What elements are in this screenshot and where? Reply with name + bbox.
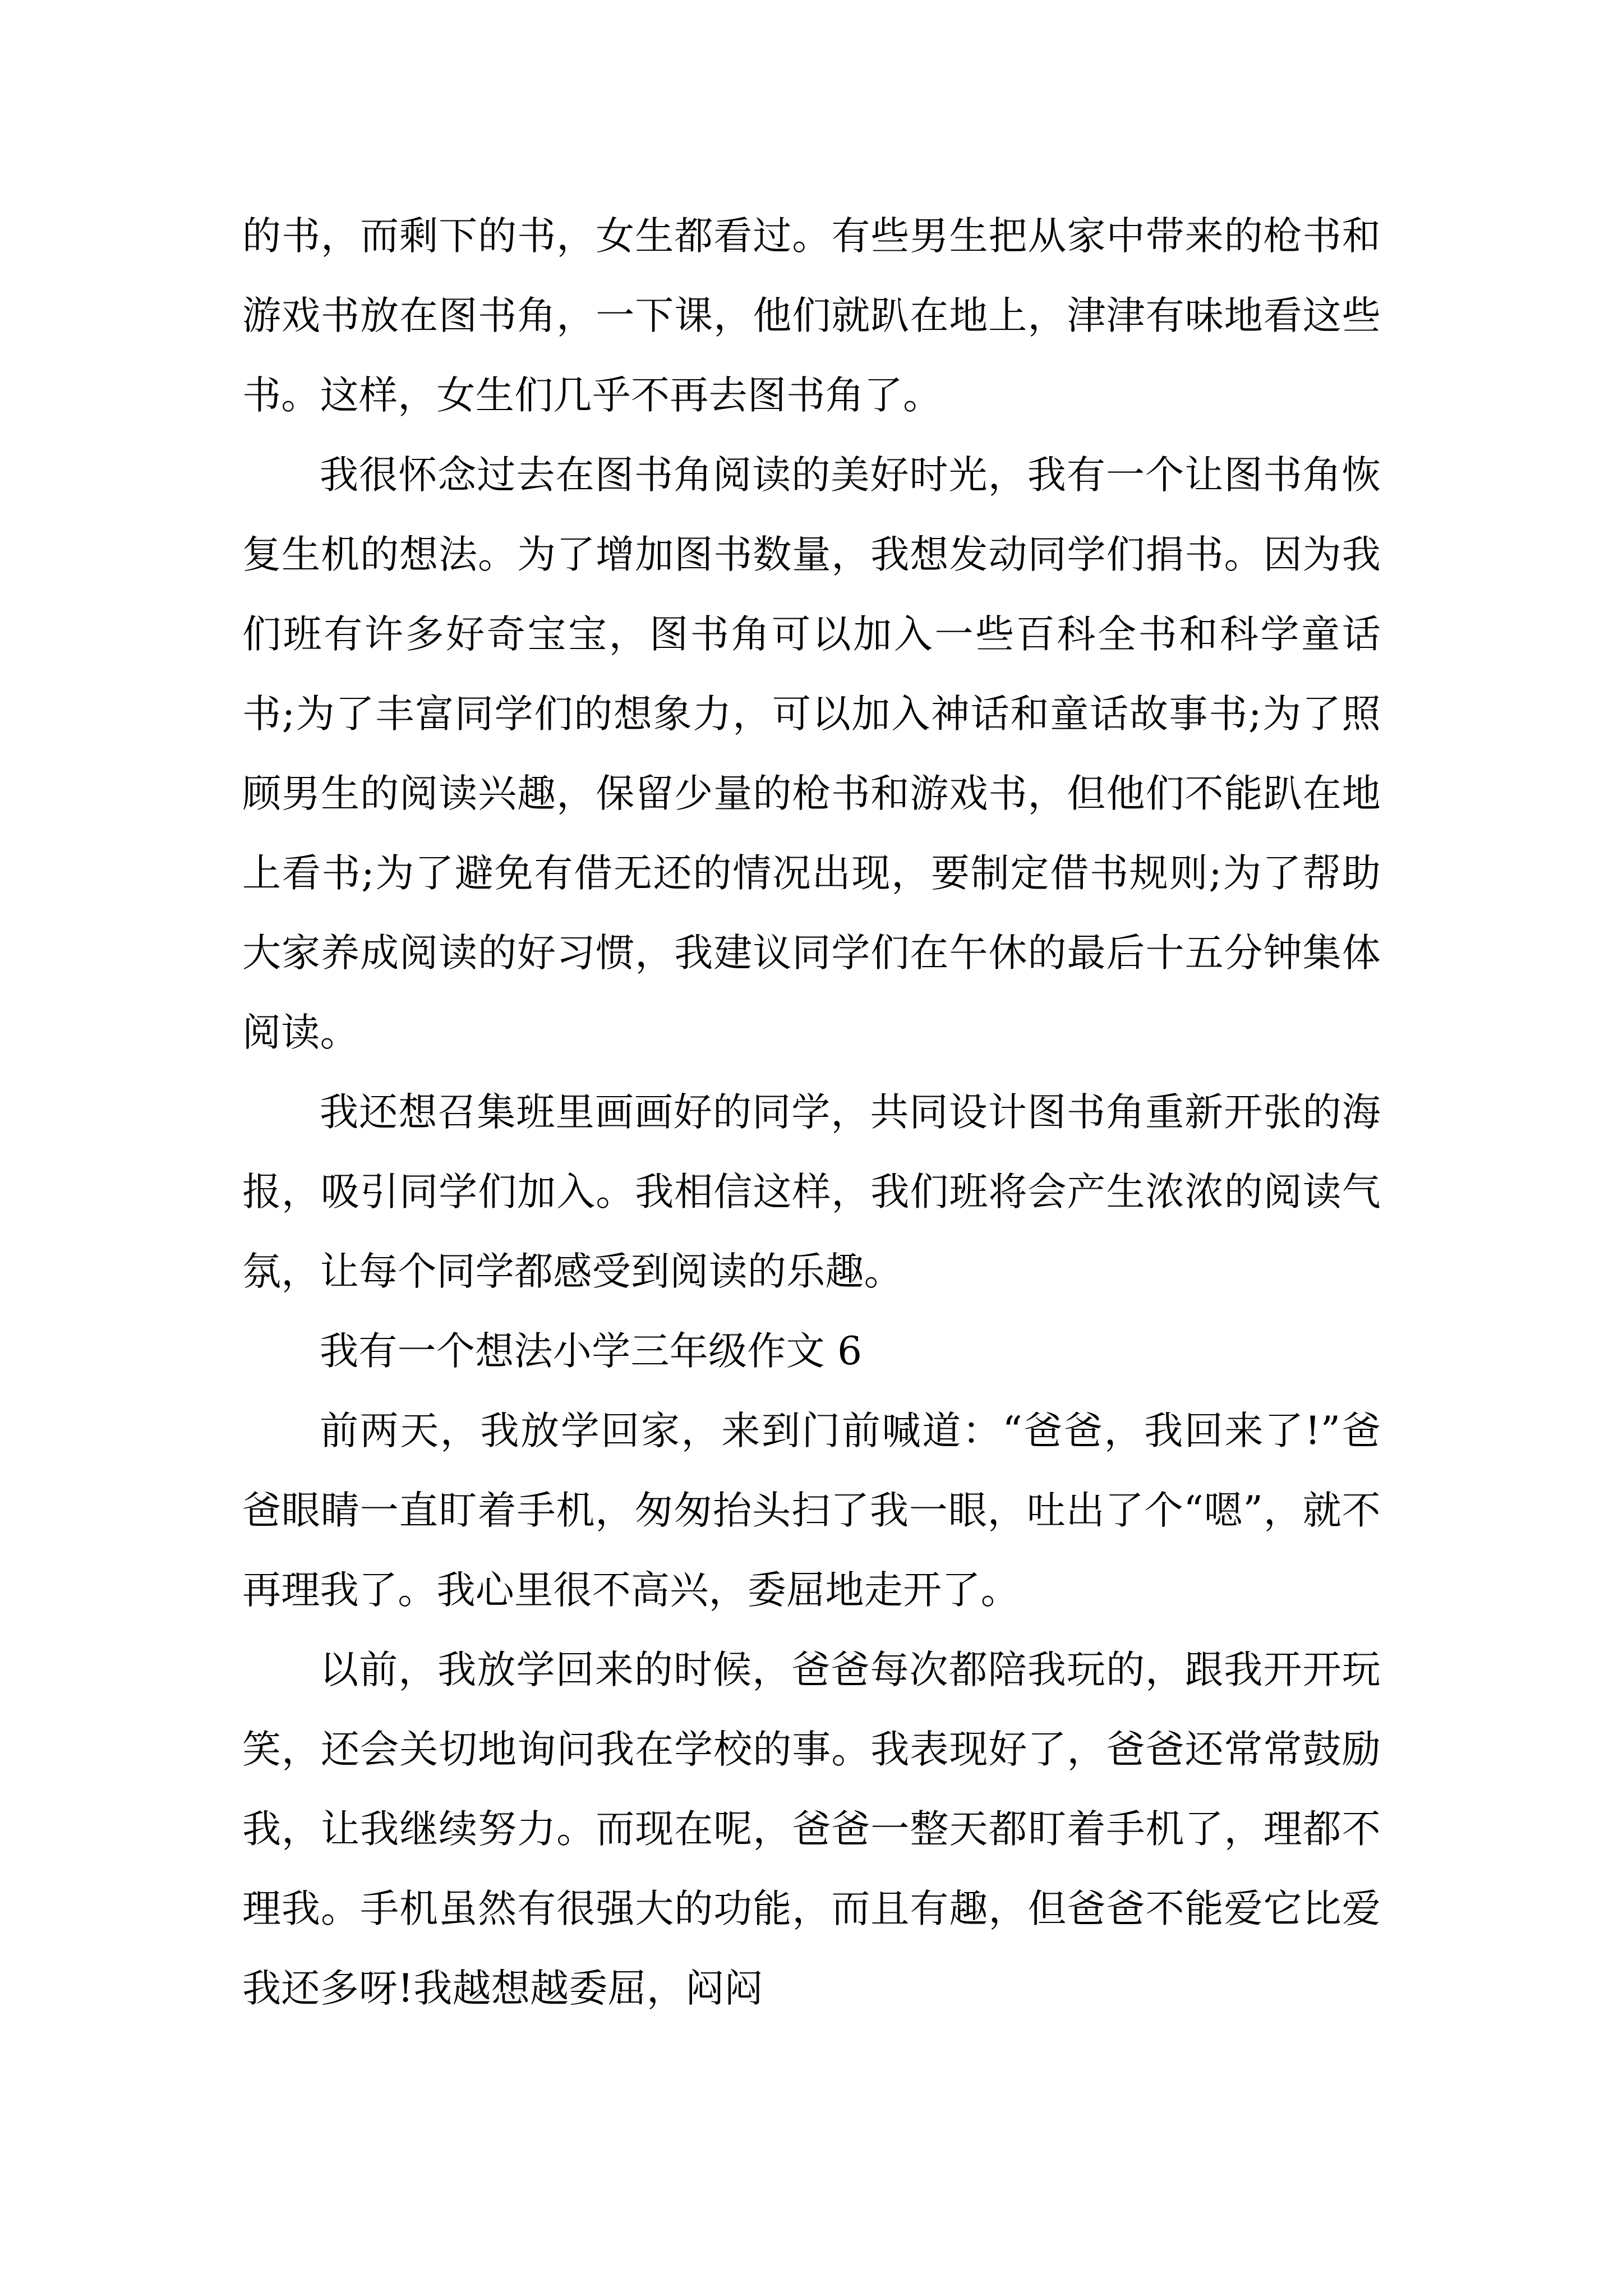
paragraph-coming-home: 前两天，我放学回家，来到门前喊道：“爸爸，我回来了!”爸爸眼睛一直盯着手机，匆匆抬头扫了我一眼，吐出了个“嗯”，就不再理我了。我心里很不高兴，委屈地走开了。 <box>242 1409 1381 1613</box>
essay-body <box>242 196 1381 2028</box>
paragraph-dad-phone: 以前，我放学回来的时候，爸爸每次都陪我玩的，跟我开开玩笑，还会关切地询问我在学校的事。我表现好了，爸爸还常常鼓励我，让我继续努力。而现在呢，爸爸一整天都盯着手机了，理都不理我。手机虽然有很强大的功能，而且有趣，但爸爸不能爱它比爱我还多呀!我越想越委屈，闷闷 <box>242 1648 1381 2011</box>
paragraph-poster-plan: 我还想召集班里画画好的同学，共同设计图书角重新开张的海报，吸引同学们加入。我相信这样，我们班将会产生浓浓的阅读气氛，让每个同学都感受到阅读的乐趣。 <box>242 1090 1381 1294</box>
paragraph-continued: 的书，而剩下的书，女生都看过。有些男生把从家中带来的枪书和游戏书放在图书角，一下课，他们就趴在地上，津津有味地看这些书。这样，女生们几乎不再去图书角了。 <box>242 214 1381 418</box>
essay-title: 我有一个想法小学三年级作文 6 <box>320 1329 863 1374</box>
paragraph-reading-corner-idea: 我很怀念过去在图书角阅读的美好时光，我有一个让图书角恢复生机的想法。为了增加图书数量，我想发动同学们捐书。因为我们班有许多好奇宝宝，图书角可以加入一些百科全书和科学童话书;为了丰富同学们的想象力，可以加入神话和童话故事书;为了照顾男生的阅读兴趣，保留少量的枪书和游戏书，但他们不能趴在地上看书;为了避免有借无还的情况出现，要制定借书规则;为了帮助大家养成阅读的好习惯，我建议同学们在午休的最后十五分钟集体阅读。 <box>242 453 1381 1055</box>
